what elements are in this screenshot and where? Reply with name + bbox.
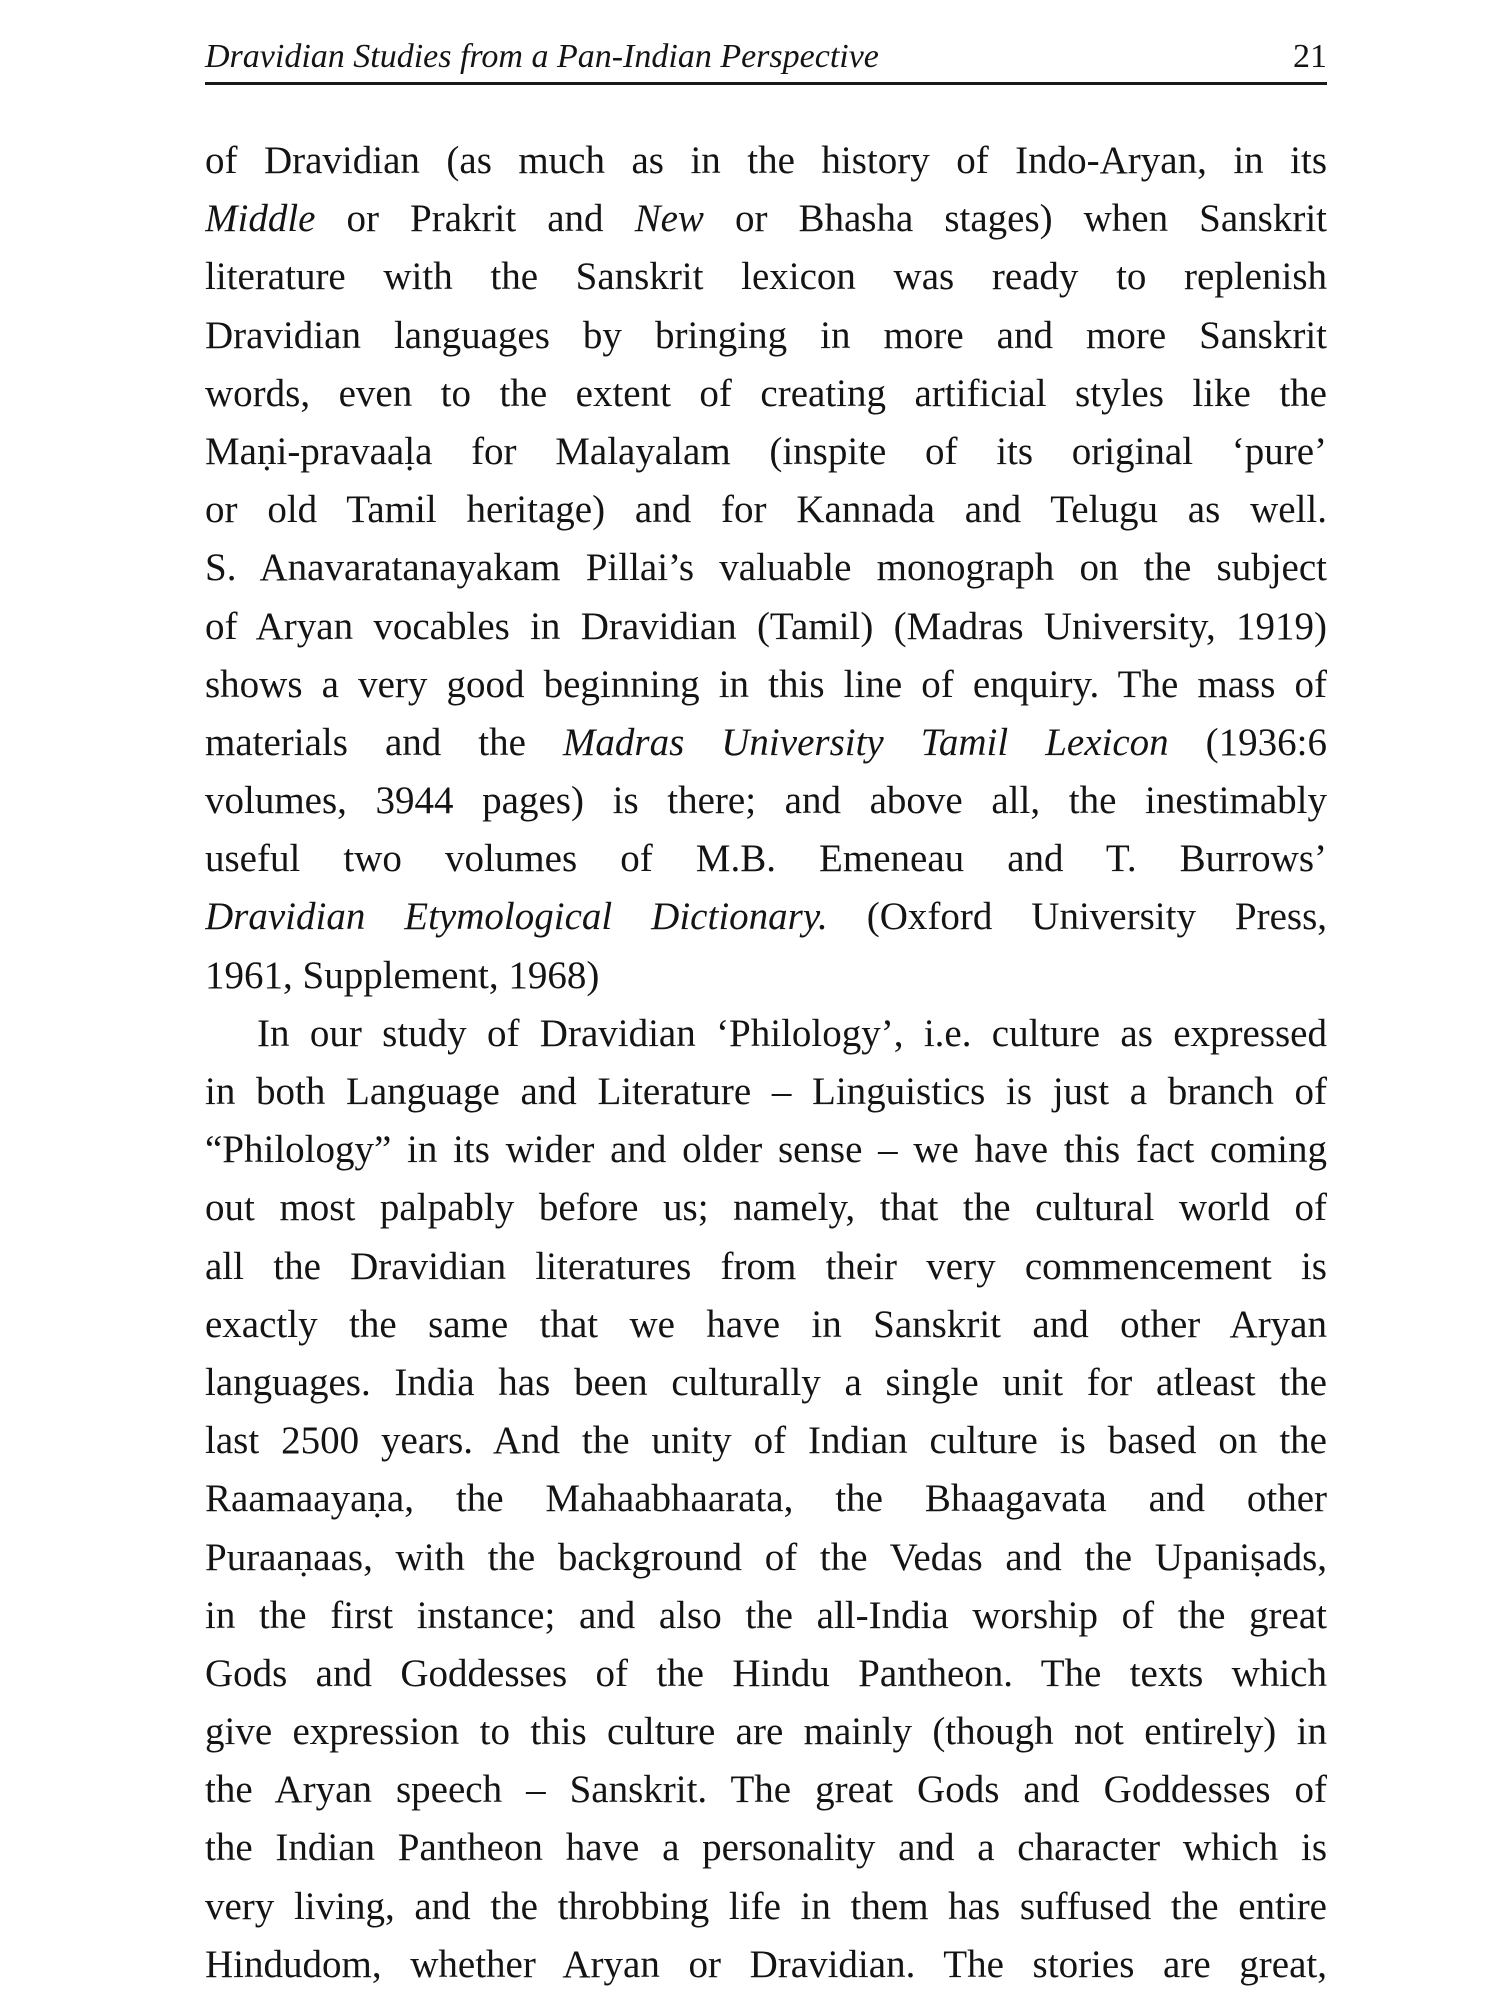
text-line: Maṇi-pravaaḷa for Malayalam (inspite of its original ‘pure’: [205, 429, 1327, 473]
text-line: Puraaṇaas, with the background of the Vedas and the Upaniṣads,: [205, 1535, 1327, 1579]
text-line: or old Tamil heritage) and for Kannada and Telugu as well.: [205, 488, 1327, 532]
text-line: of Aryan vocables in Dravidian (Tamil) (Madras University, 1919): [205, 604, 1327, 648]
text-line: Dravidian languages by bringing in more and more Sanskrit: [205, 313, 1327, 357]
text-line: words, even to the extent of creating artificial styles like the: [205, 371, 1327, 415]
text-line: give expression to this culture are mainly (though not entirely) in: [205, 1710, 1327, 1754]
emphasis: Madras University Tamil Lexicon: [562, 720, 1169, 764]
text-line: S. Anavaratanayakam Pillai’s valuable monograph on the subject: [205, 546, 1327, 590]
running-header: [205, 24, 1327, 85]
emphasis: Middle: [205, 197, 316, 241]
text-line: in both Language and Literature – Linguistics is just a branch of: [205, 1070, 1327, 1113]
text-line: exactly the same that we have in Sanskrit and other Aryan: [205, 1302, 1327, 1346]
emphasis: New: [634, 197, 704, 241]
text-line: of Dravidian (as much as in the history of Indo-Aryan, in its: [205, 139, 1327, 182]
text-line: the Indian Pantheon have a personality and a character which is: [205, 1826, 1327, 1870]
text-line: out most palpably before us; namely, that the cultural world of: [205, 1186, 1327, 1230]
text-line: literature with the Sanskrit lexicon was ready to replenish: [205, 255, 1327, 299]
text-line: Raamaayaṇa, the Mahaabhaarata, the Bhaagavata and other: [205, 1477, 1327, 1521]
text-line: last 2500 years. And the unity of Indian culture is based on the: [205, 1419, 1327, 1463]
running-title: Dravidian Studies from a Pan-Indian Perspective: [205, 38, 879, 75]
text-line: all the Dravidian literatures from their very commencement is: [205, 1244, 1327, 1288]
text-line: the Aryan speech – Sanskrit. The great Gods and Goddesses of: [205, 1768, 1327, 1812]
text-line: volumes, 3944 pages) is there; and above all, the inestimably: [205, 779, 1327, 823]
text-line: 1961, Supplement, 1968): [205, 953, 600, 997]
text-line: languages. India has been culturally a single unit for atleast the: [205, 1360, 1327, 1404]
paragraph-1: [205, 132, 1327, 1005]
text-line: In our study of Dravidian ‘Philology’, i.e. culture as expressed: [257, 1011, 1327, 1055]
text-line: “Philology” in its wider and older sense – we have this fact coming: [205, 1128, 1327, 1172]
text-line: Dravidian Etymological Dictionary. (Oxford University Press,: [205, 895, 1327, 939]
text-line: useful two volumes of M.B. Emeneau and T. Burrows’: [205, 837, 1327, 881]
text-line: Hindudom, whether Aryan or Dravidian. The stories are great,: [205, 1942, 1327, 1986]
emphasis: Dravidian Etymological Dictionary.: [205, 895, 828, 939]
text-line: shows a very good beginning in this line of enquiry. The mass of: [205, 662, 1327, 706]
page-number: 21: [1293, 38, 1327, 75]
text-line: Gods and Goddesses of the Hindu Pantheon. The texts which: [205, 1651, 1327, 1695]
text-line: very living, and the throbbing life in them has suffused the entire: [205, 1884, 1327, 1928]
text-line: in the first instance; and also the all-India worship of the great: [205, 1593, 1327, 1637]
body-text: [205, 132, 1327, 1994]
text-line: materials and the Madras University Tamil Lexicon (1936:6: [205, 720, 1327, 764]
paragraph-2: [205, 1005, 1327, 1994]
text-line: Middle or Prakrit and New or Bhasha stages) when Sanskrit: [205, 197, 1327, 241]
